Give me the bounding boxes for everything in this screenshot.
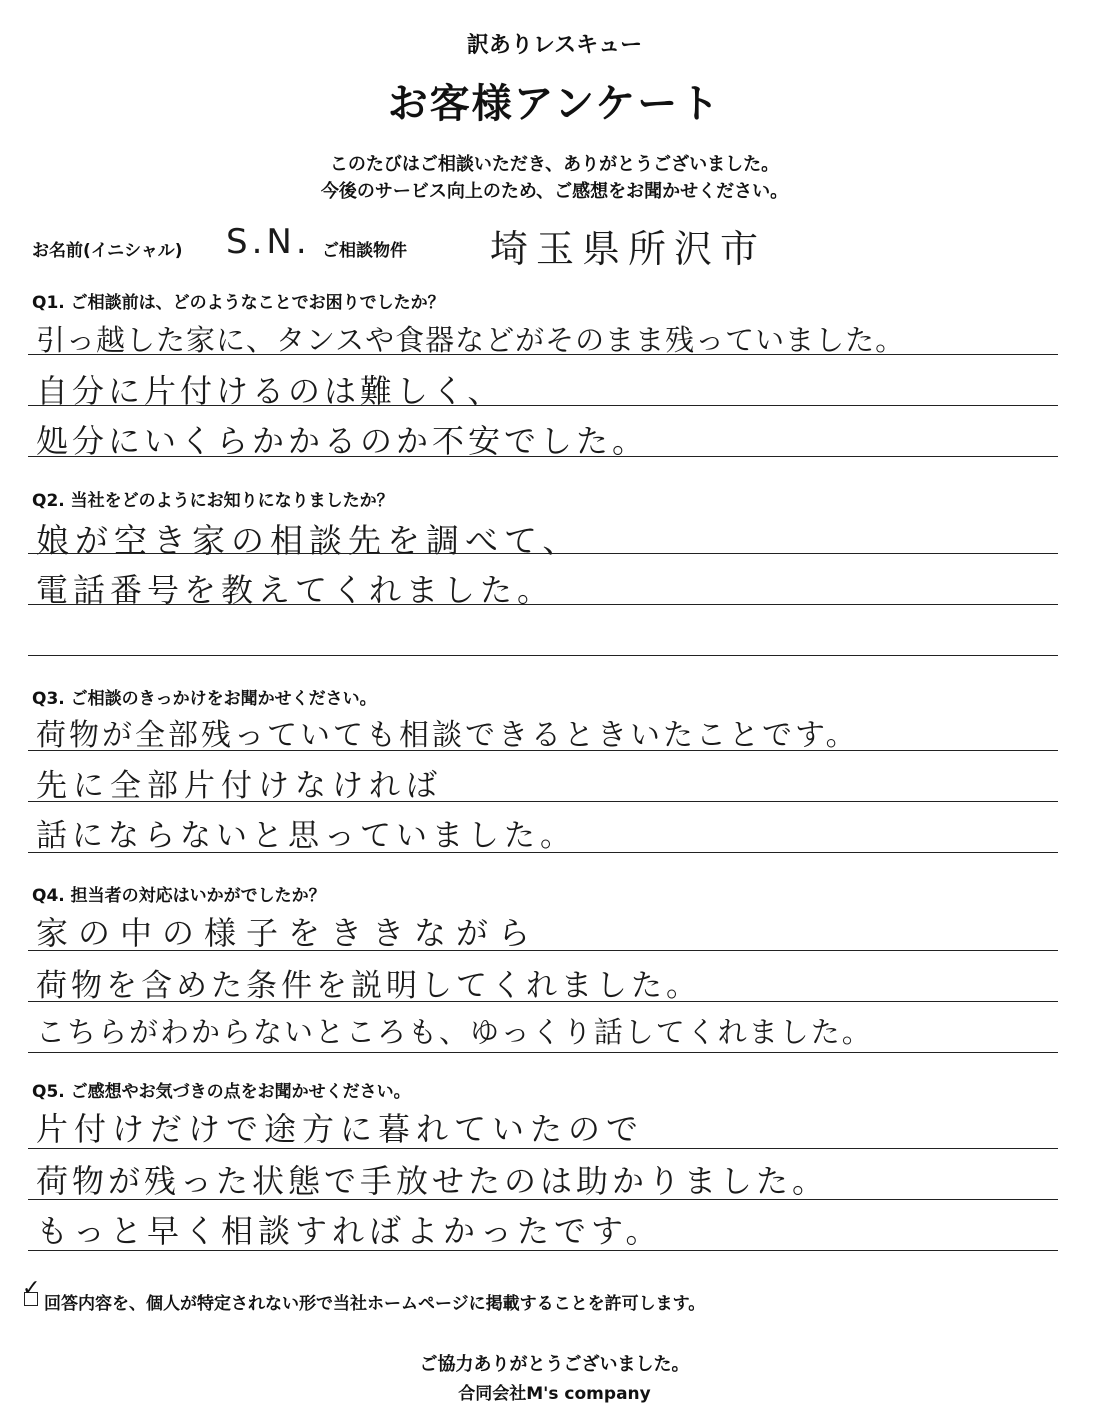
answer-rule (28, 750, 1058, 751)
answer-1-line-2: 自分に片付けるのは難しく、 (36, 372, 504, 410)
answer-rule (28, 405, 1058, 406)
question-3-label: Q3. ご相談のきっかけをお聞かせください。 (32, 689, 377, 709)
answer-rule (28, 1199, 1058, 1200)
intro-line-2: 今後のサービス向上のため、ご感想をお聞かせください。 (320, 181, 789, 202)
company-name: 合同会社M's company (458, 1384, 651, 1404)
answer-rule (28, 553, 1058, 554)
check-icon: ✓ (22, 1276, 41, 1301)
answer-5-line-3: もっと早く相談すればよかったです。 (36, 1212, 663, 1250)
intro-line-1: このたびはご相談いただき、ありがとうございました。 (329, 154, 780, 175)
question-5-label: Q5. ご感想やお気づきの点をお聞かせください。 (32, 1082, 411, 1102)
property-value: 埼玉県所沢市 (490, 227, 767, 271)
answer-5-line-1: 片付けだけで途方に暮れていたので (36, 1110, 645, 1148)
answer-1-line-3: 処分にいくらかかるのか不安でした。 (36, 422, 649, 460)
answer-3-line-2: 先に全部片付けなければ (36, 768, 443, 804)
answer-rule (28, 354, 1058, 355)
answer-4-line-2: 荷物を含めた条件を説明してくれました。 (36, 968, 701, 1004)
name-label: お名前(イニシャル) (32, 241, 183, 261)
answer-4-line-1: 家の中の様子をききながら (36, 914, 541, 952)
answer-rule (28, 852, 1058, 853)
answer-2-line-2: 電話番号を教えてくれました。 (36, 571, 555, 609)
question-4-label: Q4. 担当者の対応はいかがでしたか？ (32, 886, 326, 906)
thanks-message: ご協力ありがとうございました。 (419, 1354, 690, 1375)
answer-rule (28, 604, 1058, 605)
answer-1-line-1: 引っ越した家に、タンスや食器などがそのまま残っていました。 (36, 323, 906, 357)
name-value: S.N. (226, 222, 311, 262)
answer-rule (28, 1250, 1058, 1251)
answer-rule (28, 950, 1058, 951)
answer-4-line-3: こちらがわからないところも、ゆっくり話してくれました。 (36, 1015, 873, 1049)
question-1-label: Q1. ご相談前は、どのようなことでお困りでしたか？ (32, 293, 445, 313)
answer-5-line-2: 荷物が残った状態で手放せたのは助かりました。 (36, 1162, 829, 1200)
answer-3-line-1: 荷物が全部残っていても相談できるときいたことです。 (36, 718, 859, 753)
answer-rule (28, 1148, 1058, 1149)
question-2-label: Q2. 当社をどのようにお知りになりましたか？ (32, 491, 394, 511)
answer-rule (28, 1001, 1058, 1002)
brand-name: 訳ありレスキュー (466, 33, 643, 58)
answer-2-line-1: 娘が空き家の相談先を調べて、 (36, 521, 582, 560)
consent-text: 回答内容を、個人が特定されない形で当社ホームページに掲載することを許可します。 (44, 1294, 706, 1314)
answer-rule (28, 1052, 1058, 1053)
answer-rule (28, 801, 1058, 802)
answer-3-line-3: 話にならないと思っていました。 (36, 818, 576, 854)
answer-rule (28, 456, 1058, 457)
page-title: お客様アンケート (387, 81, 722, 127)
answer-rule (28, 655, 1058, 656)
property-label: ご相談物件 (322, 241, 407, 261)
